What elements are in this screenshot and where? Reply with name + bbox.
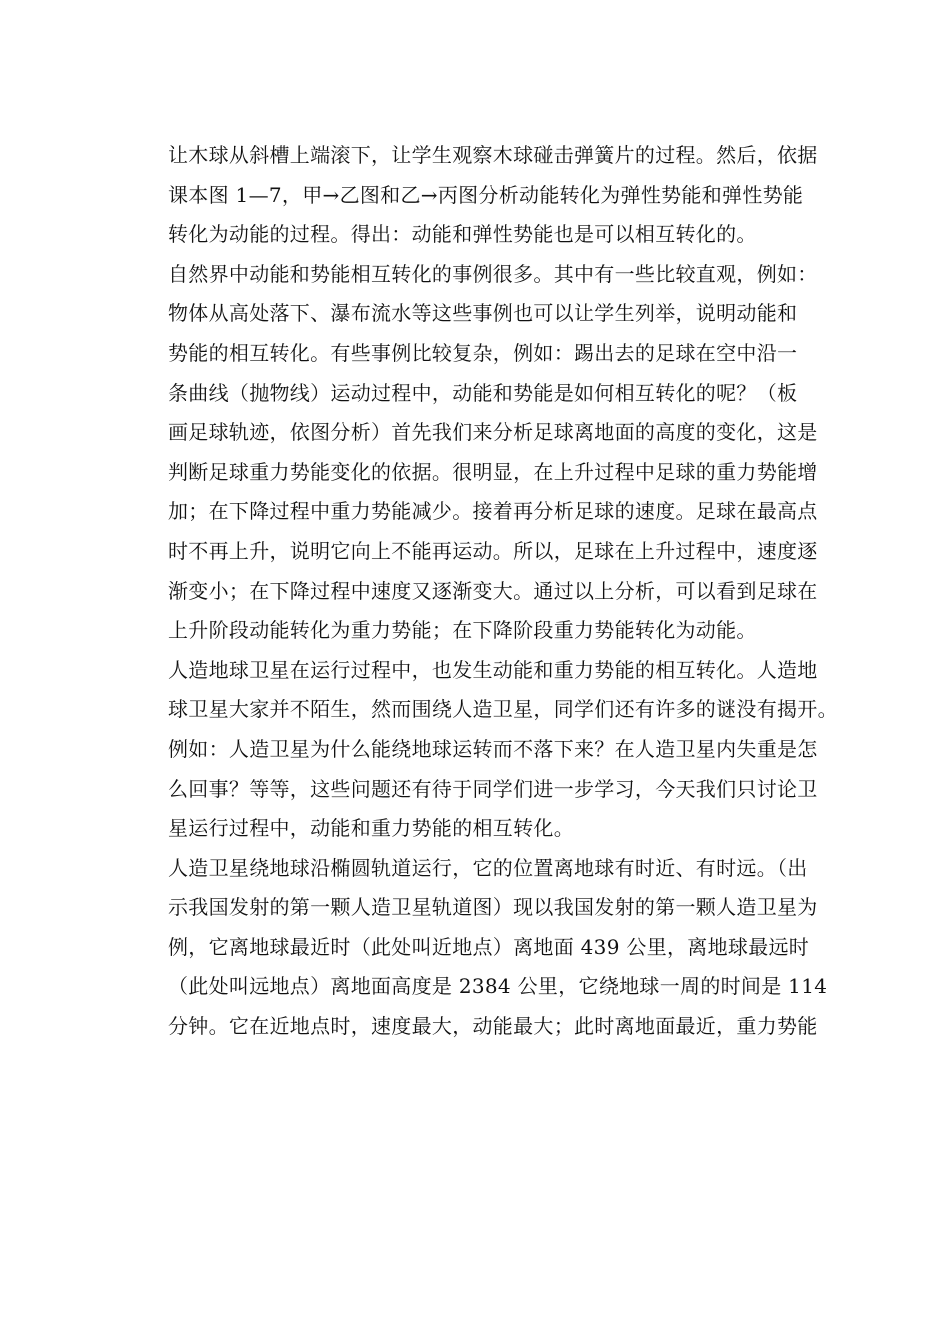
text-line: 人造卫星绕地球沿椭圆轨道运行，它的位置离地球有时近、有时远。（出 — [168, 855, 808, 880]
text-line: 势能的相互转化。有些事例比较复杂，例如：踢出去的足球在空中沿一 — [168, 340, 798, 365]
text-line: 分钟。它在近地点时，速度最大，动能最大；此时离地面最近，重力势能 — [168, 1014, 818, 1039]
text-line: 时不再上升，说明它向上不能再运动。所以，足球在上升过程中，速度逐 — [168, 538, 818, 563]
text-line: 星运行过程中，动能和重力势能的相互转化。 — [168, 816, 574, 841]
text-line: 么回事？等等，这些问题还有待于同学们进一步学习，今天我们只讨论卫 — [168, 776, 818, 801]
text-line: 课本图 1—7，甲→乙图和乙→丙图分析动能转化为弹性势能和弹性势能 — [168, 182, 804, 207]
text-line: 条曲线（抛物线）运动过程中，动能和势能是如何相互转化的呢？（板 — [168, 380, 798, 405]
text-line: （此处叫远地点）离地面高度是 2384 公里，它绕地球一周的时间是 114 — [168, 974, 828, 999]
text-line: 例，它离地球最近时（此处叫近地点）离地面 439 公里，离地球最远时 — [168, 934, 810, 959]
text-line: 上升阶段动能转化为重力势能；在下降阶段重力势能转化为动能。 — [168, 618, 757, 643]
body-text — [168, 136, 838, 1047]
text-line: 例如：人造卫星为什么能绕地球运转而不落下来？在人造卫星内失重是怎 — [168, 736, 818, 761]
text-line: 判断足球重力势能变化的依据。很明显，在上升过程中足球的重力势能增 — [168, 459, 818, 484]
text-line: 球卫星大家并不陌生，然而围绕人造卫星，同学们还有许多的谜没有揭开。 — [168, 697, 838, 722]
text-line: 加；在下降过程中重力势能减少。接着再分析足球的速度。足球在最高点 — [168, 499, 818, 524]
text-line: 渐变小；在下降过程中速度又逐渐变大。通过以上分析，可以看到足球在 — [168, 578, 818, 603]
text-line: 让木球从斜槽上端滚下，让学生观察木球碰击弹簧片的过程。然后，依据 — [168, 143, 818, 167]
text-line: 人造地球卫星在运行过程中，也发生动能和重力势能的相互转化。人造地 — [168, 657, 818, 682]
text-line: 物体从高处落下、瀑布流水等这些事例也可以让学生列举，说明动能和 — [168, 301, 798, 326]
text-line: 画足球轨迹，依图分析）首先我们来分析足球离地面的高度的变化，这是 — [168, 420, 818, 445]
text-line: 转化为动能的过程。得出：动能和弹性势能也是可以相互转化的。 — [168, 222, 757, 247]
text-line: 自然界中动能和势能相互转化的事例很多。其中有一些比较直观，例如： — [168, 261, 818, 286]
text-line: 示我国发射的第一颗人造卫星轨道图）现以我国发射的第一颗人造卫星为 — [168, 895, 818, 920]
